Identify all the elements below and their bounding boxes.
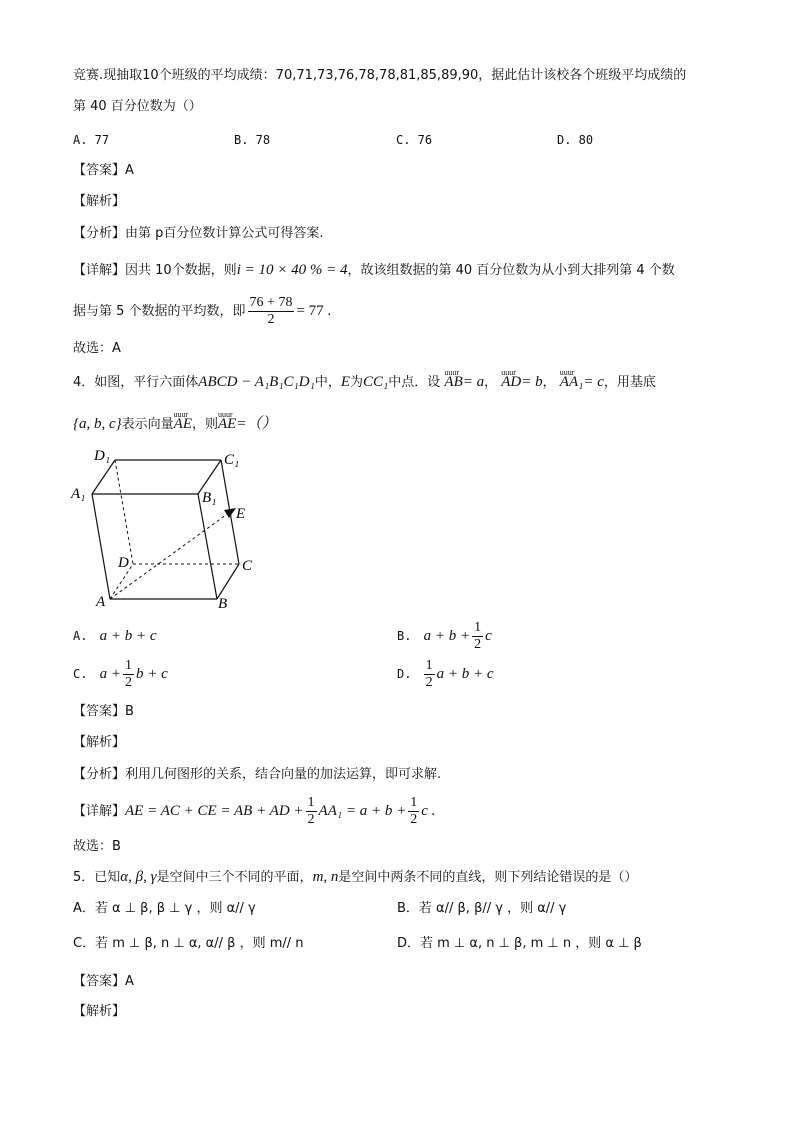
q4-vector-ab: uuur AB	[444, 374, 462, 390]
q3-answer: 【答案】A	[73, 163, 134, 178]
q4-detail	[73, 795, 435, 828]
q4-vector-aa1: uuur AA₁	[560, 374, 584, 390]
q4-option-c-label: C.	[73, 667, 88, 681]
q3-detail-prefix: 【详解】因共 10个数据，则	[73, 263, 237, 278]
q4-analysis-header: 【解析】	[73, 735, 126, 750]
q4-option-a-label: A.	[73, 629, 88, 643]
q3-detail-line2-prefix: 据与第 5 个数据的平均数，即	[73, 304, 246, 319]
q5-stem-c: 是空间中两条不同的直线，则下列结论错误的是（）	[338, 870, 638, 885]
q4-option-b-half-den: 2	[474, 637, 482, 652]
q4-detail-half-num: 1	[307, 795, 315, 810]
q5-planes: α, β, γ	[120, 869, 157, 885]
q4-solid-name: ABCD − A₁B₁C₁D₁	[198, 374, 315, 390]
q3-detail-line1	[73, 262, 675, 279]
q4-detail-half	[306, 795, 317, 828]
q4-stem-a: 4．如图，平行六面体	[73, 375, 199, 390]
q4-segment-cc1: CC₁	[363, 374, 389, 390]
q4-stem-b: 中，	[314, 375, 341, 390]
q4-option-b-half	[472, 620, 483, 653]
q4-option-c	[73, 658, 168, 691]
q3-fenxi: 【分析】由第 p百分位数计算公式可得答案.	[73, 226, 324, 241]
q4-detail-part2: AA₁ = a + b +	[318, 803, 407, 819]
label-a1: A₁	[71, 486, 86, 502]
q3-detail-line2	[73, 294, 331, 329]
q5-lines: m, n	[312, 869, 339, 885]
q5-stem-a: 5．已知	[73, 870, 121, 885]
q4-stem-c: 为	[350, 375, 364, 390]
q4-fenxi: 【分析】利用几何图形的关系，结合向量的加法运算，即可求解.	[73, 767, 442, 782]
q4-detail-half-den: 2	[307, 812, 315, 827]
label-e: E	[236, 506, 246, 522]
q4-option-a	[73, 626, 157, 647]
q4-option-b-expr: a + b +	[423, 628, 471, 644]
label-c: C	[242, 558, 253, 574]
q4-stem-line2	[73, 416, 276, 433]
q4-detail-half-2-den: 2	[410, 812, 418, 827]
q4-eq-b: = b	[521, 374, 543, 390]
q3-fraction	[248, 295, 295, 328]
q4-detail-part3: c .	[421, 803, 436, 819]
q3-option-b: B. 78	[234, 133, 271, 147]
q4-option-b-half-num: 1	[474, 620, 482, 635]
q3-option-d: D. 80	[557, 133, 594, 147]
q4-detail-label: 【详解】	[73, 804, 126, 819]
q4-detail-half-2	[408, 795, 419, 828]
q4-option-d-half-den: 2	[425, 675, 433, 690]
q4-option-b	[397, 620, 492, 653]
label-b1: B₁	[202, 490, 217, 506]
q3-analysis-header: 【解析】	[73, 194, 126, 209]
label-c1: C₁	[224, 452, 240, 468]
q4-option-c-expr: b + c	[135, 666, 168, 682]
q3-stem-line2: 第 40 百分位数为（）	[73, 99, 202, 114]
q5-option-c: C．若 m ⊥ β, n ⊥ α, α// β ，则 m// n	[73, 936, 304, 951]
q4-basis: {a, b, c}	[73, 416, 122, 432]
q5-option-d: D．若 m ⊥ α, n ⊥ β, m ⊥ n ，则 α ⊥ β	[397, 936, 642, 951]
q4-choose: 故选：B	[73, 839, 121, 854]
q4-point-e: E	[340, 374, 351, 390]
q4-option-d-label: D.	[397, 667, 412, 681]
q3-fraction-denominator: 2	[267, 312, 275, 327]
q3-choose: 故选：A	[73, 341, 121, 356]
q4-option-c-half	[123, 658, 134, 691]
arrowhead-icon	[224, 508, 236, 518]
q5-stem	[73, 869, 637, 886]
q4-stem-e: ，用基底	[603, 375, 656, 390]
q5-analysis-header: 【解析】	[73, 1004, 126, 1019]
q4-eq-a: = a	[462, 374, 485, 390]
q3-fraction-result: = 77 .	[296, 303, 332, 319]
q4-option-c-half-num: 1	[124, 658, 132, 673]
q4-stem-d: 中点．设	[388, 375, 441, 390]
q3-detail-suffix: ，故该组数据的第 40 百分位数为从小到大排列第 4 个数	[347, 263, 675, 278]
q3-option-a: A. 77	[73, 133, 110, 147]
q5-answer: 【答案】A	[73, 974, 134, 989]
q4-answer: 【答案】B	[73, 704, 134, 719]
label-d: D	[118, 555, 129, 571]
q4-option-c-head: a +	[99, 666, 121, 682]
label-d1: D₁	[94, 448, 111, 464]
q4-option-d	[397, 658, 494, 691]
q4-vector-ad: uuur AD	[501, 374, 521, 390]
q3-option-c: C. 76	[396, 133, 433, 147]
q5-option-a: A．若 α ⊥ β, β ⊥ γ ，则 α// γ	[73, 901, 256, 916]
q4-detail-half-2-num: 1	[410, 795, 418, 810]
q4-option-b-label: B.	[397, 629, 412, 643]
q4-stem-g: ，则	[192, 417, 219, 432]
q4-option-d-half-num: 1	[425, 658, 433, 673]
q4-vector-ae: uuur AE	[174, 416, 192, 432]
q4-eq-c: = c	[583, 374, 604, 390]
q4-stem-f: 表示向量	[121, 417, 174, 432]
q4-detail-part1: AE = AC + CE = AB + AD +	[125, 803, 304, 819]
q4-vector-ae-2: uuur AE	[218, 416, 236, 432]
q4-option-c-half-den: 2	[124, 675, 132, 690]
label-a: A	[96, 594, 106, 610]
q4-stem-h: =（）	[236, 416, 277, 432]
q3-stem-line1: 竞赛.现抽取10个班级的平均成绩：70,71,73,76,78,78,81,85,89,90，据此估计该校各个班级平均成绩的	[73, 68, 687, 83]
q4-option-d-half	[424, 658, 435, 691]
q4-option-b-tail: c	[485, 628, 492, 644]
q5-option-b: B．若 α// β, β// γ ，则 α// γ	[397, 901, 567, 916]
q3-detail-formula: i = 10 × 40 % = 4	[236, 262, 348, 278]
q3-fraction-numerator: 76 + 78	[249, 295, 293, 310]
q4-stem-line1: 4．如图，平行六面体ABCD − A₁B₁C₁D₁中，E为CC₁中点．设 uuur AB= a， uuur AD= b， uuur AA₁= c，用基底	[73, 374, 656, 391]
parallelepiped-figure	[66, 440, 266, 615]
q5-stem-b: 是空间中三个不同的平面，	[156, 870, 313, 885]
q4-option-a-expr: a + b + c	[99, 628, 157, 644]
label-b: B	[218, 596, 228, 612]
q4-option-d-expr: a + b + c	[436, 666, 494, 682]
